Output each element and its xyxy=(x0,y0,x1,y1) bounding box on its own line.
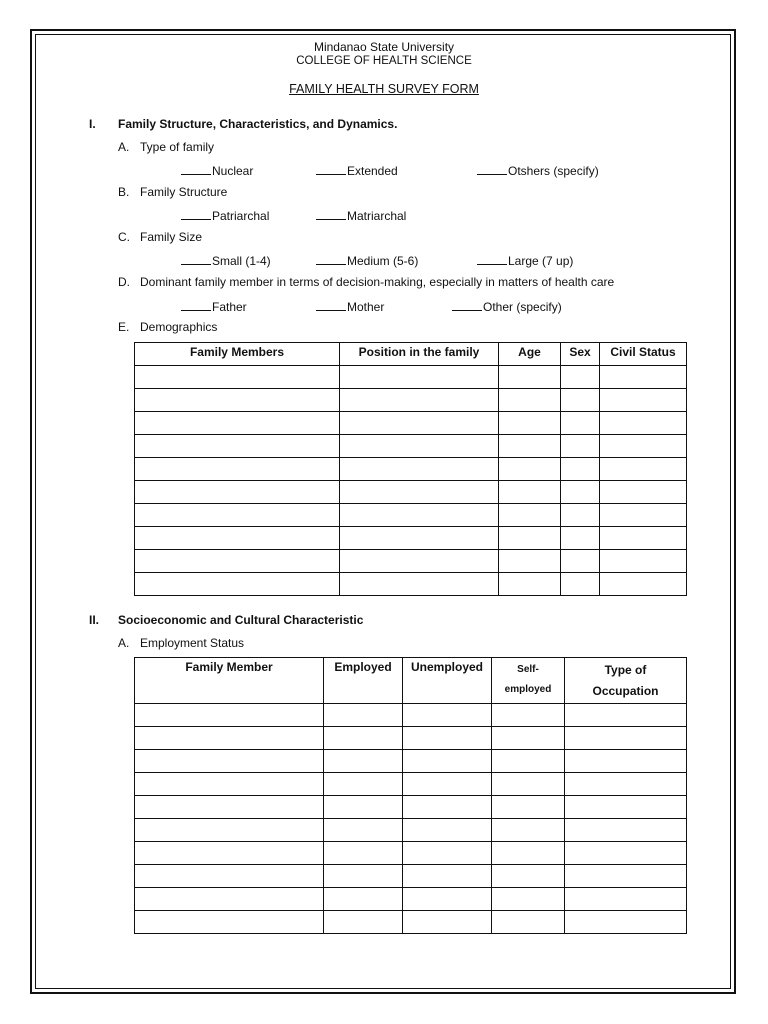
answer-blank[interactable] xyxy=(477,162,507,175)
section-2-numeral: II. xyxy=(89,613,100,627)
table-cell[interactable] xyxy=(340,389,499,412)
table-cell[interactable] xyxy=(600,481,687,504)
table-cell[interactable] xyxy=(499,481,561,504)
table-row xyxy=(135,527,687,550)
option-matriarchal[interactable]: Matriarchal xyxy=(316,207,406,223)
table-cell[interactable] xyxy=(135,865,324,888)
table-cell[interactable] xyxy=(135,911,324,934)
table-row xyxy=(135,389,687,412)
table-cell[interactable] xyxy=(561,389,600,412)
table-cell[interactable] xyxy=(492,773,565,796)
table-cell[interactable] xyxy=(340,527,499,550)
table-cell[interactable] xyxy=(135,504,340,527)
table-cell[interactable] xyxy=(135,727,324,750)
table-cell[interactable] xyxy=(324,704,403,727)
table-cell[interactable] xyxy=(600,435,687,458)
table-cell[interactable] xyxy=(403,727,492,750)
option-extended[interactable]: Extended xyxy=(316,162,398,178)
item-e-label: Demographics xyxy=(140,320,218,334)
table-cell[interactable] xyxy=(561,527,600,550)
table-cell[interactable] xyxy=(600,389,687,412)
table-cell[interactable] xyxy=(403,773,492,796)
option-large[interactable]: Large (7 up) xyxy=(477,252,573,268)
col-age: Age xyxy=(499,343,561,366)
table-row xyxy=(135,773,687,796)
table-row xyxy=(135,888,687,911)
item-a-label: Type of family xyxy=(140,140,215,154)
table-cell[interactable] xyxy=(492,750,565,773)
university-name: Mindanao State University xyxy=(313,40,455,54)
table-cell[interactable] xyxy=(499,435,561,458)
table-cell[interactable] xyxy=(600,458,687,481)
table-cell[interactable] xyxy=(324,819,403,842)
table-cell[interactable] xyxy=(340,550,499,573)
table-row xyxy=(135,796,687,819)
answer-blank[interactable] xyxy=(316,162,346,175)
table-cell[interactable] xyxy=(499,412,561,435)
section-1-title: Family Structure, Characteristics, and Dynamics. xyxy=(118,117,398,131)
table-row xyxy=(135,412,687,435)
table-cell[interactable] xyxy=(135,412,340,435)
table-cell[interactable] xyxy=(499,389,561,412)
table-cell[interactable] xyxy=(499,527,561,550)
item-b-label: Family Structure xyxy=(140,185,228,199)
option-medium[interactable]: Medium (5-6) xyxy=(316,252,418,268)
table-cell[interactable] xyxy=(340,504,499,527)
table-cell[interactable] xyxy=(135,550,340,573)
table-cell[interactable] xyxy=(135,750,324,773)
table-cell[interactable] xyxy=(561,458,600,481)
table-row xyxy=(135,366,687,389)
table-cell[interactable] xyxy=(403,911,492,934)
table-cell[interactable] xyxy=(340,412,499,435)
table-cell[interactable] xyxy=(135,573,340,596)
table-cell[interactable] xyxy=(499,550,561,573)
form-title: FAMILY HEALTH SURVEY FORM xyxy=(289,82,479,96)
item-d-label: Dominant family member in terms of decision-making, especially in matters of health care xyxy=(140,275,615,289)
table-cell[interactable] xyxy=(499,504,561,527)
option-mother[interactable]: Mother xyxy=(316,298,384,314)
item-2a-letter: A. xyxy=(118,636,130,650)
table-cell[interactable] xyxy=(561,366,600,389)
answer-blank[interactable] xyxy=(181,298,211,311)
table-cell[interactable] xyxy=(600,573,687,596)
table-cell[interactable] xyxy=(600,504,687,527)
table-cell[interactable] xyxy=(324,750,403,773)
table-cell[interactable] xyxy=(565,819,687,842)
table-row xyxy=(135,435,687,458)
answer-blank[interactable] xyxy=(316,298,346,311)
table-cell[interactable] xyxy=(135,819,324,842)
item-e-letter: E. xyxy=(118,320,130,334)
table-cell[interactable] xyxy=(499,366,561,389)
table-cell[interactable] xyxy=(324,911,403,934)
demographics-table xyxy=(134,342,687,596)
table-cell[interactable] xyxy=(565,888,687,911)
table-cell[interactable] xyxy=(600,550,687,573)
item-a-letter: A. xyxy=(118,140,130,154)
table-cell[interactable] xyxy=(135,888,324,911)
table-cell[interactable] xyxy=(561,573,600,596)
table-cell[interactable] xyxy=(324,727,403,750)
table-row xyxy=(135,727,687,750)
table-cell[interactable] xyxy=(324,796,403,819)
table-cell[interactable] xyxy=(324,888,403,911)
table-cell[interactable] xyxy=(340,435,499,458)
table-cell[interactable] xyxy=(324,865,403,888)
table-row xyxy=(135,865,687,888)
section-1-numeral: I. xyxy=(89,117,96,131)
option-nuclear[interactable]: Nuclear xyxy=(181,162,253,178)
table-cell[interactable] xyxy=(135,458,340,481)
table-cell[interactable] xyxy=(403,750,492,773)
table-cell[interactable] xyxy=(561,412,600,435)
table-row xyxy=(135,750,687,773)
table-cell[interactable] xyxy=(135,773,324,796)
col-type-of-occupation: Type of Occupation xyxy=(565,658,687,704)
table-cell[interactable] xyxy=(492,911,565,934)
table-cell[interactable] xyxy=(340,573,499,596)
section-2-title: Socioeconomic and Cultural Characteristic xyxy=(118,613,364,627)
answer-blank[interactable] xyxy=(316,207,346,220)
table-row xyxy=(135,504,687,527)
col-unemployed: Unemployed xyxy=(403,658,492,704)
answer-blank[interactable] xyxy=(452,298,482,311)
table-cell[interactable] xyxy=(565,773,687,796)
option-others[interactable]: Otshers (specify) xyxy=(477,162,599,178)
table-row xyxy=(135,911,687,934)
employment-table xyxy=(134,657,687,934)
table-cell[interactable] xyxy=(499,573,561,596)
table-cell[interactable] xyxy=(492,819,565,842)
option-father[interactable]: Father xyxy=(181,298,247,314)
table-cell[interactable] xyxy=(324,773,403,796)
table-cell[interactable] xyxy=(403,796,492,819)
table-cell[interactable] xyxy=(340,481,499,504)
table-cell[interactable] xyxy=(135,481,340,504)
col-family-member: Family Member xyxy=(135,658,324,704)
table-row xyxy=(135,842,687,865)
table-cell[interactable] xyxy=(565,750,687,773)
table-cell[interactable] xyxy=(340,458,499,481)
table-cell[interactable] xyxy=(600,412,687,435)
table-cell[interactable] xyxy=(403,888,492,911)
table-cell[interactable] xyxy=(135,842,324,865)
option-small[interactable]: Small (1-4) xyxy=(181,252,271,268)
table-cell[interactable] xyxy=(600,527,687,550)
col-employed: Employed xyxy=(324,658,403,704)
table-cell[interactable] xyxy=(403,842,492,865)
table-cell[interactable] xyxy=(135,796,324,819)
table-cell[interactable] xyxy=(565,727,687,750)
table-cell[interactable] xyxy=(561,504,600,527)
table-cell[interactable] xyxy=(135,704,324,727)
table-row xyxy=(135,704,687,727)
col-civil-status: Civil Status xyxy=(600,343,687,366)
item-c-letter: C. xyxy=(118,230,130,244)
item-c-label: Family Size xyxy=(140,230,203,244)
table-cell[interactable] xyxy=(499,458,561,481)
table-cell[interactable] xyxy=(565,796,687,819)
table-cell[interactable] xyxy=(135,435,340,458)
col-family-members: Family Members xyxy=(135,343,340,366)
table-cell[interactable] xyxy=(403,819,492,842)
table-cell[interactable] xyxy=(565,911,687,934)
table-row xyxy=(135,573,687,596)
table-cell[interactable] xyxy=(340,366,499,389)
table-row xyxy=(135,481,687,504)
table-cell[interactable] xyxy=(561,435,600,458)
option-other[interactable]: Other (specify) xyxy=(452,298,562,314)
col-self-employed: Self- employed xyxy=(492,658,565,704)
item-2a-label: Employment Status xyxy=(140,636,245,650)
table-cell[interactable] xyxy=(492,796,565,819)
answer-blank[interactable] xyxy=(181,207,211,220)
table-cell[interactable] xyxy=(135,366,340,389)
demographics-header-row xyxy=(135,343,687,366)
table-cell[interactable] xyxy=(492,842,565,865)
item-d-letter: D. xyxy=(118,275,130,289)
table-cell[interactable] xyxy=(561,550,600,573)
table-row xyxy=(135,550,687,573)
item-b-letter: B. xyxy=(118,185,130,199)
answer-blank[interactable] xyxy=(181,162,211,175)
employment-header-row xyxy=(135,658,687,704)
table-cell[interactable] xyxy=(492,704,565,727)
table-cell[interactable] xyxy=(324,842,403,865)
col-position: Position in the family xyxy=(340,343,499,366)
col-sex: Sex xyxy=(561,343,600,366)
college-name: COLLEGE OF HEALTH SCIENCE xyxy=(296,55,472,67)
table-cell[interactable] xyxy=(561,481,600,504)
table-cell[interactable] xyxy=(565,842,687,865)
table-cell[interactable] xyxy=(403,865,492,888)
table-cell[interactable] xyxy=(403,704,492,727)
table-cell[interactable] xyxy=(565,865,687,888)
table-row xyxy=(135,458,687,481)
table-cell[interactable] xyxy=(492,865,565,888)
answer-blank[interactable] xyxy=(316,252,346,265)
answer-blank[interactable] xyxy=(477,252,507,265)
table-row xyxy=(135,819,687,842)
answer-blank[interactable] xyxy=(181,252,211,265)
table-cell[interactable] xyxy=(492,888,565,911)
option-patriarchal[interactable]: Patriarchal xyxy=(181,207,269,223)
table-cell[interactable] xyxy=(135,527,340,550)
table-cell[interactable] xyxy=(600,366,687,389)
table-cell[interactable] xyxy=(135,389,340,412)
table-cell[interactable] xyxy=(492,727,565,750)
table-cell[interactable] xyxy=(565,704,687,727)
